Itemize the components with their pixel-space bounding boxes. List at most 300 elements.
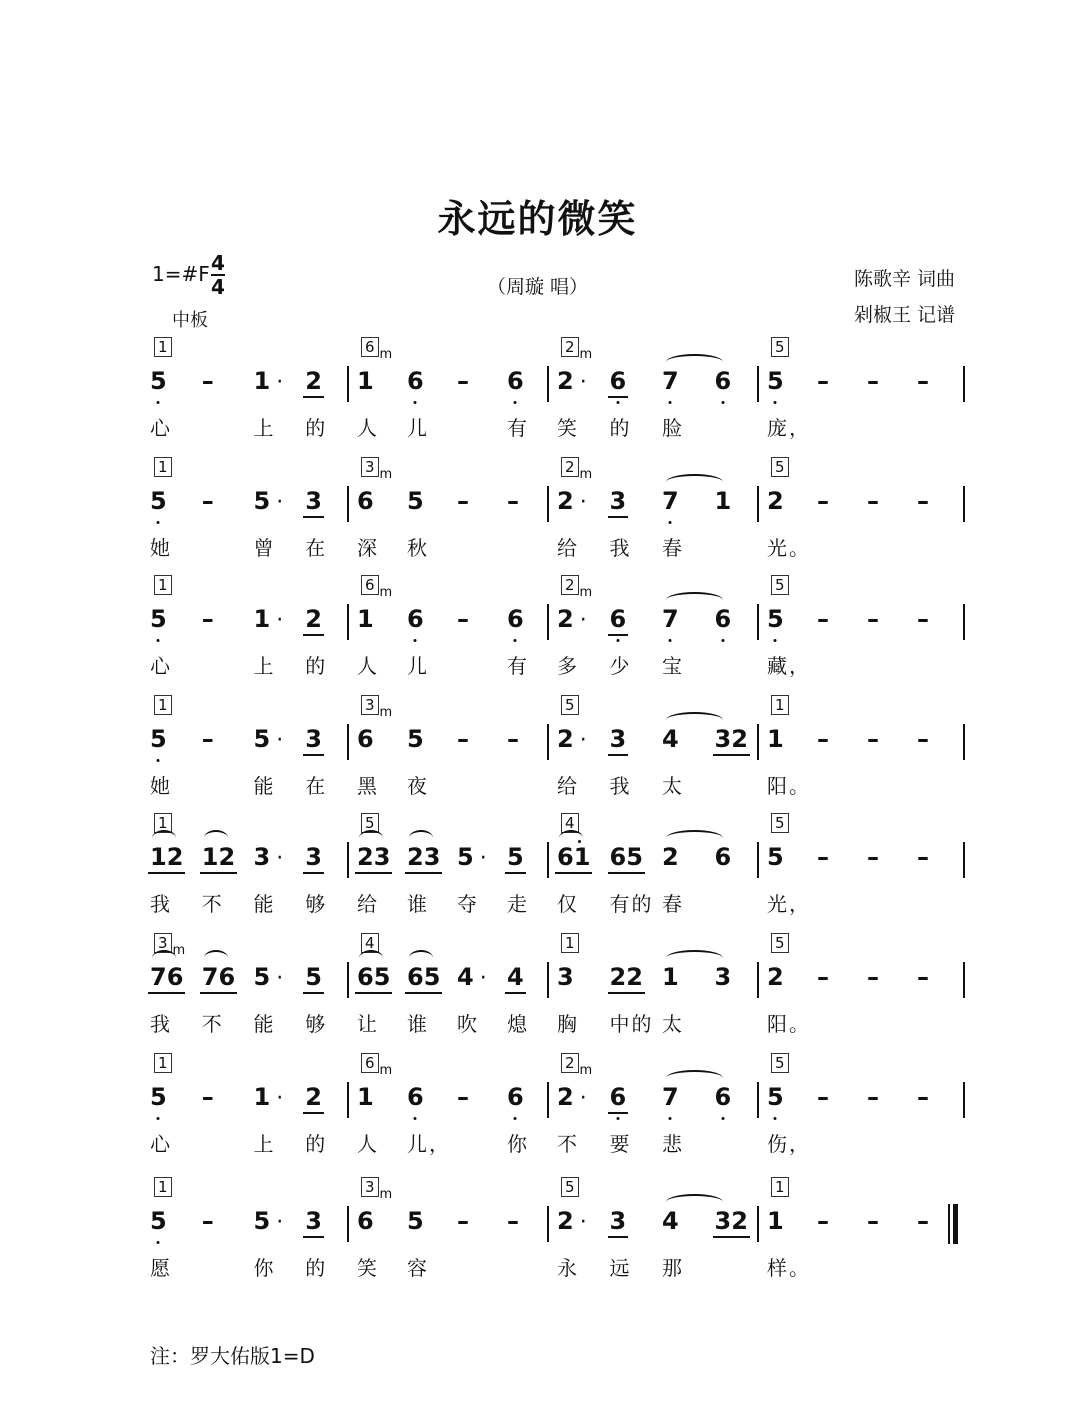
beat [455,486,505,532]
beat [405,604,455,678]
note: 65 [608,842,645,874]
note: 5 [407,487,424,515]
note: 2 [767,963,784,991]
chord-root: 1 [771,1177,789,1197]
note: 3 [253,843,271,871]
note: 2 [557,1083,574,1111]
footnote: 注：罗大佑版1=D [150,1344,315,1368]
tempo-marking: 中板 [172,310,208,331]
dash: – [817,1207,829,1235]
note: 7 [660,366,681,396]
measure [148,458,355,574]
beat [252,842,304,916]
dash: – [917,367,929,395]
chord-label [771,814,789,832]
lyric: 永 [557,1256,579,1280]
beat [765,1082,815,1156]
transcriber-credit: 剁椒王 记谱 [853,304,955,326]
barline [547,366,549,402]
score-row [148,338,966,454]
note: 4 [457,963,474,991]
notes [555,1082,765,1156]
notes [148,962,355,1036]
tie [666,592,723,608]
lyric: 人 [357,416,379,440]
lyric: 我 [150,1012,172,1036]
notes [148,604,355,678]
lower-octave-dot [669,639,672,642]
lyric: 样。 [767,1256,811,1280]
lyric: 夜 [407,774,429,798]
dash: – [867,843,879,871]
score-row [148,696,966,812]
beat [355,1206,405,1280]
dash: – [917,725,929,753]
lyric: 走 [507,892,529,916]
beat [765,366,815,440]
measure [765,814,965,930]
chord-label [154,696,172,714]
note: 6 [505,366,526,396]
dash: – [917,1207,929,1235]
dash: – [507,725,519,753]
lyric: 的 [305,1132,328,1156]
beat [555,1206,608,1280]
lyric: 有 [507,654,529,678]
lyric: 要 [609,1132,632,1156]
note: 7 [660,604,681,634]
beat [252,1206,304,1280]
beat [405,486,455,560]
note: 6 [713,366,734,396]
beat [405,1206,455,1280]
lyric: 能 [253,774,276,798]
barline [757,962,759,998]
lyric: 儿 [407,416,429,440]
barline [347,1206,349,1242]
lower-octave-dot [157,639,160,642]
slur [152,830,176,846]
chord-label [561,696,579,714]
dash: – [867,487,879,515]
barline [757,366,759,402]
measure [148,1054,355,1170]
beat [148,842,200,916]
notes [765,366,965,440]
chord-label [361,1178,393,1202]
beat [660,842,713,916]
note: 6 [714,843,732,871]
chord-quality: m [379,585,393,600]
barline [757,486,759,522]
lower-octave-dot [514,1117,517,1120]
dash: – [201,605,214,633]
lyric: 容 [407,1256,429,1280]
augmentation-dot: · [479,846,487,871]
augmentation-dot: · [579,370,587,395]
note: 3 [608,486,629,518]
barline [757,1206,759,1242]
beat [915,842,965,888]
lyric: 脸 [662,416,684,440]
note: 5 [148,366,169,396]
barline [963,842,965,878]
beat [355,486,405,560]
barline [963,962,965,998]
chord-quality: m [579,585,593,600]
lyric: 阳。 [767,1012,811,1036]
notes [765,962,965,1036]
chord-quality: m [172,943,186,958]
beat [608,962,661,1036]
beat [405,842,455,916]
dash: – [917,605,929,633]
notes [355,366,555,440]
barline [757,1082,759,1118]
lyric: 仅 [557,892,579,916]
chord-label [561,1054,593,1078]
beat [555,1082,608,1156]
dash: – [817,725,829,753]
beat [455,604,505,650]
beat [405,1082,455,1156]
note: 2 [557,605,574,633]
lower-octave-dot [721,639,724,642]
lower-octave-dot [616,1117,619,1120]
lyric: 那 [662,1256,684,1280]
measure [355,576,555,692]
barline [347,366,349,402]
lyric: 笑 [357,1256,379,1280]
chord-root: 5 [771,813,789,833]
barline [547,1082,549,1118]
lyric: 心 [150,416,172,440]
note: 5 [148,486,169,516]
chord-root: 1 [154,695,172,715]
beat [455,1206,505,1252]
lyric: 心 [150,654,172,678]
dash: – [867,1083,879,1111]
dash: – [917,487,929,515]
measure [765,458,965,574]
note: 2 [557,725,574,753]
lower-octave-dot [414,1117,417,1120]
dash: – [457,1083,469,1111]
measure [355,458,555,574]
lyric: 能 [253,1012,276,1036]
dash: – [201,1207,214,1235]
lyric: 有的 [609,892,654,916]
chord-root: 4 [561,813,579,833]
lyric: 秋 [407,536,429,560]
note: 1 [662,963,679,991]
beat [555,842,608,916]
beat [252,604,304,678]
dash: – [917,1083,929,1111]
lyric: 谁 [407,1012,429,1036]
notes [555,486,765,560]
tie [666,712,723,728]
chord-root: 5 [561,695,579,715]
chord-quality: m [379,1187,393,1202]
chord-quality: m [379,705,393,720]
chord-quality: m [379,467,393,482]
note: 6 [505,604,526,634]
notes [148,1206,355,1280]
beat [148,724,200,798]
beat [915,1082,965,1128]
lyric: 我 [150,892,172,916]
note: 3 [608,1206,629,1238]
chord-label [561,934,579,952]
lyric: 多 [557,654,579,678]
barline [963,486,965,522]
score-row [148,1178,966,1294]
chord-quality: m [579,1063,593,1078]
tie [666,354,723,370]
beat [200,1082,252,1128]
chord-root: 5 [771,337,789,357]
beat [865,1206,915,1252]
dash: – [457,367,469,395]
augmentation-dot: · [276,1086,284,1111]
lyric: 她 [150,774,172,798]
measure [765,1178,965,1294]
score-row [148,458,966,574]
beat [555,604,608,678]
beat [915,724,965,770]
lyric: 心 [150,1132,172,1156]
chord-label [561,458,593,482]
lyric: 有 [507,416,529,440]
beat [252,962,304,1036]
chord-label [154,338,172,356]
note: 1 [357,367,374,395]
beat [148,962,200,1036]
lyric: 藏， [767,654,811,678]
lyric: 曾 [253,536,276,560]
chord-label [561,1178,579,1196]
dash: – [201,367,214,395]
tie [666,1070,723,1086]
notes [355,1206,555,1280]
note: 1 [767,725,784,753]
lower-octave-dot [157,521,160,524]
note: 2 [303,366,324,398]
augmentation-dot: · [276,966,284,991]
lyric: 在 [305,774,328,798]
barline [757,724,759,760]
dash: – [867,605,879,633]
notes [555,1206,765,1280]
tie [666,474,723,490]
beat [555,486,608,560]
measure [148,338,355,454]
chord-root: 1 [154,813,172,833]
note: 5 [148,1082,169,1112]
note: 2 [303,1082,324,1114]
note: 23 [405,842,442,874]
lower-octave-dot [721,1117,724,1120]
chord-label [361,338,393,362]
beat [660,962,713,1036]
lower-octave-dot [616,639,619,642]
beat [200,724,252,770]
beat [405,366,455,440]
barline [963,1082,965,1118]
measure [555,814,765,930]
note: 4 [662,725,679,753]
chord-label [771,458,789,476]
beat [252,486,304,560]
chord-root: 1 [154,337,172,357]
chord-label [361,576,393,600]
lyric: 她 [150,536,172,560]
key-signature: 1=#F [152,262,210,286]
beat [865,604,915,650]
dash: – [817,605,829,633]
measure [765,696,965,812]
note: 23 [355,842,392,874]
slur [409,830,433,846]
chord-root: 1 [154,1053,172,1073]
measure [148,576,355,692]
note: 65 [405,962,442,994]
lower-octave-dot [157,1241,160,1244]
note: 1 [253,605,271,633]
chord-quality: m [379,347,393,362]
measure [765,576,965,692]
barline [547,604,549,640]
lyric: 给 [557,774,579,798]
chord-label [771,338,789,356]
beat [765,1206,815,1280]
chord-root: 5 [771,575,789,595]
lower-octave-dot [774,639,777,642]
beat [765,724,815,798]
lyric: 的 [305,654,328,678]
note: 12 [148,842,185,874]
note: 1 [714,487,732,515]
note: 5 [253,1207,271,1235]
note: 76 [200,962,237,994]
chord-label [361,1054,393,1078]
chord-root: 6 [361,575,379,595]
beat [455,842,505,916]
measure [148,1178,355,1294]
measure [555,934,765,1050]
note: 2 [662,843,679,871]
notes [355,842,555,916]
beat [455,962,505,1036]
slur [409,950,433,966]
beat [355,1082,405,1156]
chord-root: 1 [154,575,172,595]
measure [555,458,765,574]
chord-label [561,338,593,362]
lyric: 的 [305,1256,328,1280]
measure [555,1178,765,1294]
note: 76 [148,962,185,994]
barline [347,842,349,878]
note: 5 [148,724,169,754]
chord-root: 5 [361,813,379,833]
chord-label [154,458,172,476]
beat [815,486,865,532]
slur [204,830,228,846]
note: 5 [505,842,526,874]
beat [455,724,505,770]
beat [608,604,661,678]
dash: – [457,725,469,753]
dash: – [817,1083,829,1111]
note: 12 [200,842,237,874]
note: 6 [405,604,426,634]
chord-root: 2 [561,457,579,477]
notes [765,486,965,560]
note: 2 [767,487,784,515]
lyric: 给 [357,892,379,916]
singer: （周璇 唱） [486,276,589,298]
chord-root: 5 [561,1177,579,1197]
measure [148,696,355,812]
chord-label [361,696,393,720]
note: 5 [253,487,271,515]
chord-root: 3 [154,933,172,953]
chord-label [154,1054,172,1072]
note: 65 [355,962,392,994]
chord-root: 1 [154,457,172,477]
lyric: 人 [357,654,379,678]
barline [347,724,349,760]
augmentation-dot: · [579,728,587,753]
lyric: 庞， [767,416,811,440]
note: 6 [608,1082,629,1114]
notes [355,724,555,798]
lyric: 不 [557,1132,579,1156]
note: 3 [303,1206,324,1238]
lyric: 笑 [557,416,579,440]
beat [405,962,455,1036]
beat [455,1082,505,1128]
chord-root: 5 [771,933,789,953]
notes [148,842,355,916]
measure [355,696,555,812]
beat [148,366,200,440]
beat [405,724,455,798]
barline [963,604,965,640]
chord-label [154,1178,172,1196]
barline [547,1206,549,1242]
lower-octave-dot [157,759,160,762]
beat [355,962,405,1036]
beat [660,486,713,560]
chord-root: 2 [561,575,579,595]
note: 3 [303,486,324,518]
lyric: 让 [357,1012,379,1036]
notes [765,1206,965,1280]
dash: – [457,487,469,515]
notes [765,842,965,916]
slur [204,950,228,966]
lyric: 光。 [767,536,811,560]
lyric: 上 [253,654,276,678]
note: 22 [608,962,645,994]
lyric: 我 [609,774,632,798]
tie [666,830,723,846]
chord-root: 1 [154,1177,172,1197]
beat [865,842,915,888]
